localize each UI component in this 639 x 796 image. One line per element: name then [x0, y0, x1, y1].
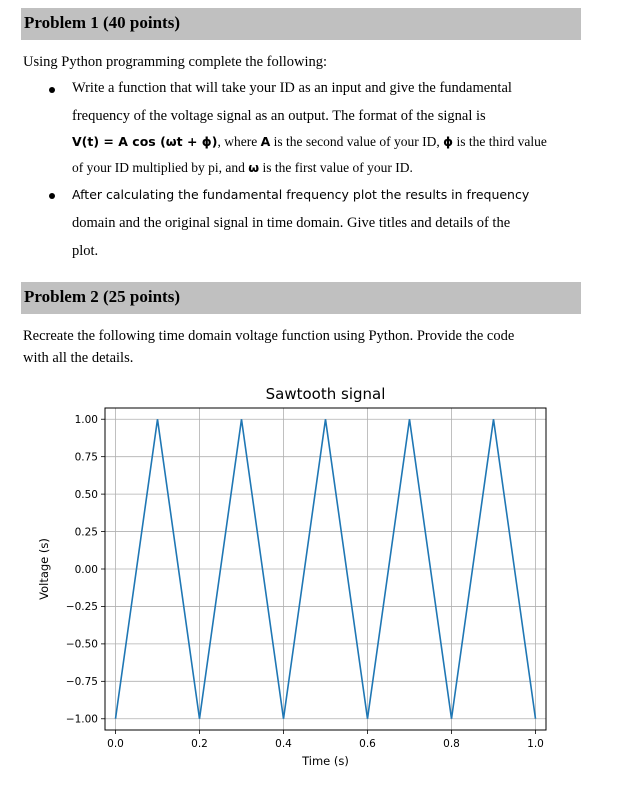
voltage-formula: V(t) = A cos (ωt + ϕ) [72, 134, 218, 149]
text-segment: , where [217, 134, 261, 149]
text-segment: of your ID multiplied by pi, and [72, 160, 249, 175]
bullet2-line2: domain and the original signal in time domain. Give titles and details of the [72, 215, 511, 231]
problem2-line2: with all the details. [23, 350, 134, 366]
x-tick-label: 1.0 [527, 738, 544, 750]
x-tick-label: 0.4 [275, 738, 292, 750]
sawtooth-chart [0, 375, 639, 785]
problem2-header [21, 282, 581, 314]
text-segment: is the first value of your ID. [259, 160, 413, 175]
problem1-header [21, 8, 581, 40]
ticks-layer [66, 414, 544, 750]
y-axis-label: Voltage (s) [37, 538, 51, 600]
problem2-line1: Recreate the following time domain voltage function using Python. Provide the code [23, 328, 515, 344]
y-tick-label: 1.00 [74, 414, 98, 427]
bullet1-line1: Write a function that will take your ID as an input and give the fundamental [72, 80, 512, 96]
problem1-title: Problem 1 (40 points) [24, 13, 180, 32]
text-segment: is the second value of your ID, [270, 134, 444, 149]
y-tick-label: 0.50 [74, 488, 98, 501]
bullet2-line1: After calculating the fundamental frequency plot the results in frequency [72, 187, 530, 202]
problem2-title: Problem 2 (25 points) [24, 287, 180, 306]
y-tick-label: −0.50 [65, 638, 98, 651]
y-tick-label: 0.25 [74, 526, 98, 539]
x-tick-label: 0.0 [107, 738, 124, 750]
text-segment: is the third value [453, 134, 547, 149]
x-tick-label: 0.8 [443, 738, 460, 750]
bullet-dot [49, 193, 55, 199]
grid-lines [105, 408, 546, 730]
y-tick-label: −0.25 [65, 601, 98, 614]
y-tick-label: −0.75 [65, 676, 98, 689]
y-tick-label: −1.00 [65, 713, 98, 726]
chart-title: Sawtooth signal [265, 385, 386, 403]
bullet1-line4 [72, 160, 413, 176]
bullet1-line2: frequency of the voltage signal as an output. The format of the signal is [72, 108, 486, 124]
bullet1-line3 [72, 134, 547, 150]
y-tick-label: 0.75 [74, 451, 98, 464]
symbol-phi: ϕ [443, 134, 454, 149]
symbol-omega: ω [248, 160, 260, 175]
x-tick-label: 0.2 [191, 738, 208, 750]
problem1-intro: Using Python programming complete the following: [23, 54, 328, 70]
symbol-a: A [260, 134, 271, 149]
bullet-dot [49, 87, 55, 93]
x-tick-label: 0.6 [359, 738, 376, 750]
bullet2-line3: plot. [72, 243, 99, 259]
x-axis-label: Time (s) [302, 754, 349, 768]
y-tick-label: 0.00 [74, 563, 98, 576]
